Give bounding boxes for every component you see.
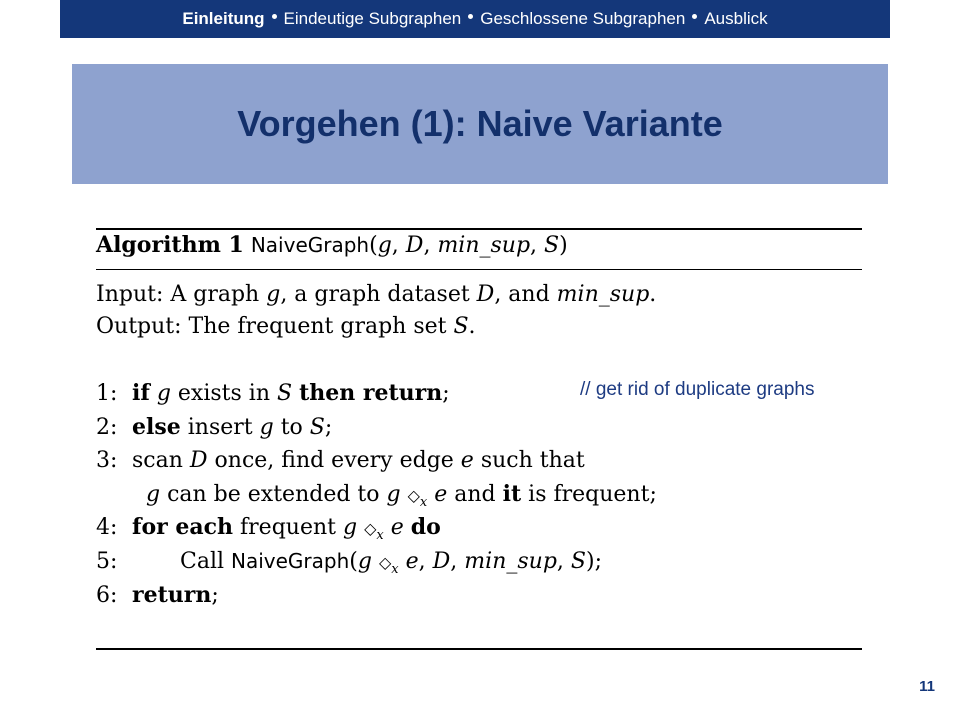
algorithm-line-3-cont: g can be extended to g $◇_x$ e and it is frequent; — [146, 481, 657, 510]
line-number: 3: — [96, 448, 118, 473]
algorithm-line-3: 3: scan D once, find every edge e such that — [96, 448, 585, 473]
algorithm-top-rule — [96, 228, 862, 230]
nav-item-geschlossene-subgraphen[interactable]: Geschlossene Subgraphen — [480, 9, 686, 28]
algorithm-bottom-rule — [96, 648, 862, 650]
slide-title: Vorgehen (1): Naive Variante — [237, 103, 723, 144]
nav-item-einleitung[interactable]: Einleitung — [182, 9, 265, 28]
title-band — [72, 64, 888, 184]
line-number: 1: — [96, 381, 118, 406]
algorithm-header: Algorithm 1 NaiveGraph(g, D, min_sup, S) — [96, 232, 568, 258]
algorithm-line-5-body: Call NaiveGraph(g $◇_x$ e, D, min_sup, S); — [180, 549, 602, 577]
algorithm-line-1: 1: if g exists in S then return; — [96, 380, 450, 406]
algorithm-name: NaiveGraph — [250, 233, 370, 257]
algorithm-line-2: 2: else insert g to S; — [96, 414, 333, 440]
algorithm-label: Algorithm 1 — [96, 232, 244, 258]
line-number: 2: — [96, 415, 118, 440]
algorithm-line-4: 4: for each frequent g $◇_x$ e do — [96, 514, 441, 543]
output-label: Output: — [96, 314, 182, 339]
algorithm-header-rule — [96, 269, 862, 270]
line-number: 5: — [96, 549, 118, 574]
section-nav — [60, 0, 890, 38]
line-number: 4: — [96, 515, 118, 540]
bullet-separator — [468, 14, 473, 19]
input-label: Input: — [96, 282, 164, 307]
bullet-separator — [692, 14, 697, 19]
algorithm-name-call: NaiveGraph — [231, 549, 350, 573]
duplicate-comment: // get rid of duplicate graphs — [580, 379, 815, 400]
algorithm-output: Output: The frequent graph set S. — [96, 314, 476, 339]
algorithm-input: Input: A graph g, a graph dataset D, and min_sup. — [96, 282, 657, 307]
algorithm-line-5 — [96, 551, 132, 573]
page-number: 11 — [919, 678, 935, 695]
bullet-separator — [272, 14, 277, 19]
nav-item-eindeutige-subgraphen[interactable]: Eindeutige Subgraphen — [283, 9, 462, 28]
algorithm-line-6: 6: return; — [96, 582, 219, 608]
nav-item-ausblick[interactable]: Ausblick — [704, 9, 768, 28]
line-number: 6: — [96, 583, 118, 608]
